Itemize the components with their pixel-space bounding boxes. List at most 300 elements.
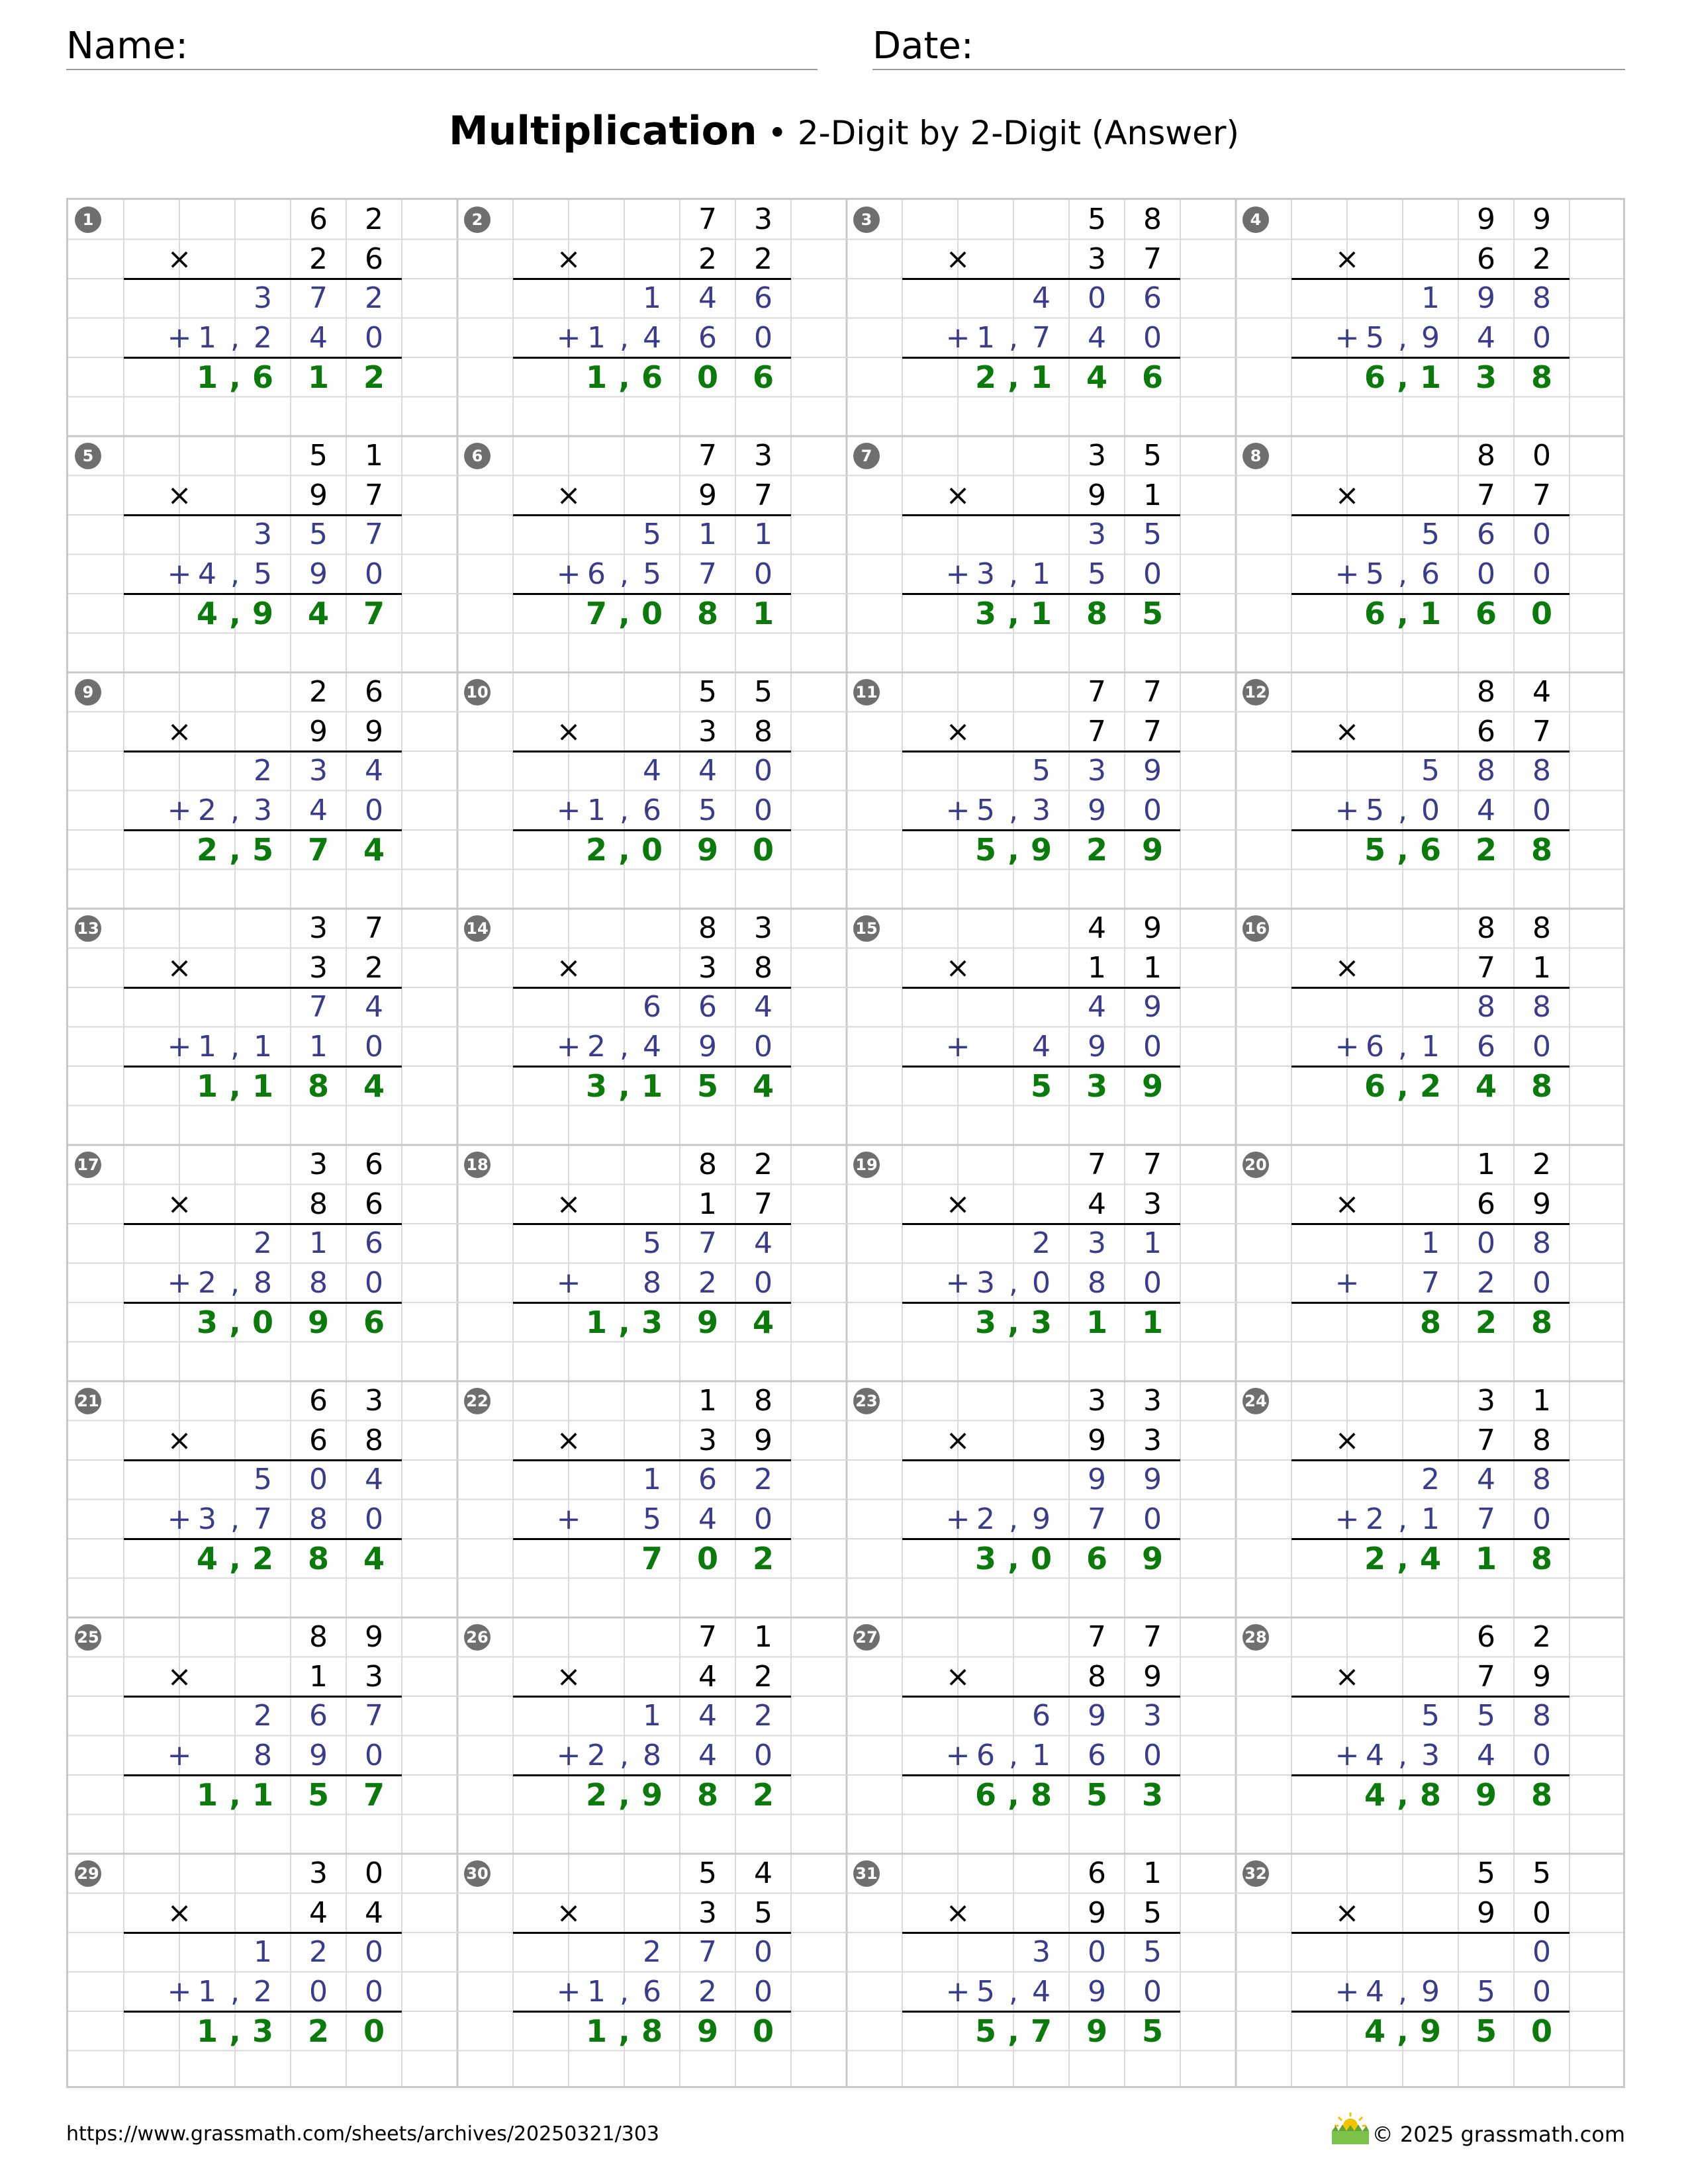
times-sign: × <box>945 1187 970 1221</box>
multiplier-digit: 4 <box>698 1659 717 1694</box>
plus-sign: + <box>556 557 581 591</box>
problem-24 <box>1236 1381 1625 1617</box>
title-main: Multiplication <box>449 108 757 154</box>
partial-product-2-digit: 0 <box>1477 557 1495 591</box>
partial-product-1-digit: 5 <box>1421 1699 1440 1733</box>
partial-product-2-comma: , <box>620 1029 629 1064</box>
times-sign: × <box>1335 242 1360 276</box>
answer-digit: 6 <box>1141 359 1163 395</box>
answer-digit: 2 <box>1475 832 1497 868</box>
partial-product-2-digit: 0 <box>754 320 773 355</box>
partial-product-1-digit: 5 <box>1421 754 1440 788</box>
answer-digit: 1 <box>252 1777 273 1813</box>
answer-digit: 8 <box>1530 1304 1552 1340</box>
sum-rule <box>902 2011 1180 2013</box>
sum-rule <box>1291 1774 1570 1776</box>
product-rule <box>124 278 402 280</box>
partial-product-2-digit: 7 <box>698 557 717 591</box>
partial-product-2-digit: 6 <box>587 557 606 591</box>
multiplicand-digit: 4 <box>1532 675 1551 709</box>
partial-product-1-digit: 2 <box>254 754 272 788</box>
partial-product-2-comma: , <box>230 320 240 355</box>
product-rule <box>513 1932 791 1934</box>
multiplicand-digit: 0 <box>365 1856 383 1890</box>
partial-product-2-digit: 2 <box>1366 1502 1384 1536</box>
problem-28 <box>1236 1617 1625 1854</box>
answer-digit: 6 <box>974 1777 996 1813</box>
answer-digit: 6 <box>752 359 774 395</box>
product-rule <box>902 514 1180 516</box>
product-rule <box>902 1932 1180 1934</box>
answer-digit: 7 <box>641 1541 663 1576</box>
multiplicand-digit: 1 <box>754 1620 773 1654</box>
product-rule <box>513 278 791 280</box>
partial-product-2-comma: , <box>230 1974 240 2009</box>
plus-sign: + <box>167 1974 192 2009</box>
answer-digit: 1 <box>1141 1304 1163 1340</box>
partial-product-2-digit: 3 <box>976 1265 995 1300</box>
partial-product-1-digit: 2 <box>254 1699 272 1733</box>
partial-product-2-digit: 2 <box>587 1029 606 1064</box>
multiplier-digit: 3 <box>1143 1423 1162 1457</box>
partial-product-2-comma: , <box>1398 1738 1407 1772</box>
product-rule <box>513 514 791 516</box>
multiplier-digit: 9 <box>1143 1659 1162 1694</box>
answer-digit: 2 <box>196 832 218 868</box>
partial-product-1-digit: 3 <box>309 754 328 788</box>
multiplier-digit: 1 <box>1088 950 1106 985</box>
date-label: Date: <box>872 24 974 68</box>
problem-number-badge: 31 <box>853 1860 880 1887</box>
times-sign: × <box>167 1187 192 1221</box>
partial-product-2-comma: , <box>1009 320 1018 355</box>
answer-digit: 2 <box>752 1541 774 1576</box>
partial-product-1-digit: 4 <box>754 990 773 1024</box>
answer-digit: 5 <box>1141 2013 1163 2049</box>
multiplier-digit: 1 <box>1143 950 1162 985</box>
partial-product-2-digit: 5 <box>976 793 995 827</box>
plus-sign: + <box>945 793 970 827</box>
partial-product-2-digit: 0 <box>1143 320 1162 355</box>
sum-rule <box>124 593 402 595</box>
multiplier-digit: 0 <box>1532 1895 1551 1930</box>
problem-13 <box>68 909 457 1145</box>
answer-digit: 1 <box>252 1068 273 1104</box>
answer-comma: , <box>618 1304 630 1340</box>
sum-rule <box>513 1066 791 1068</box>
answer-digit: 3 <box>974 596 996 631</box>
answer-digit: 5 <box>1086 1777 1107 1813</box>
answer-digit: 1 <box>196 359 218 395</box>
answer-digit: 2 <box>1475 1304 1497 1340</box>
name-field[interactable] <box>66 24 818 70</box>
product-rule <box>902 987 1180 989</box>
multiplicand-digit: 3 <box>365 1384 383 1418</box>
multiplier-digit: 9 <box>365 714 383 749</box>
partial-product-2-digit: 1 <box>198 1029 216 1064</box>
multiplier-digit: 9 <box>698 478 717 512</box>
answer-digit: 4 <box>307 596 329 631</box>
plus-sign: + <box>556 1029 581 1064</box>
partial-product-2-digit: 4 <box>1366 1974 1384 2009</box>
partial-product-1-digit: 8 <box>1477 990 1495 1024</box>
partial-product-2-digit: 1 <box>1032 1738 1051 1772</box>
partial-product-2-digit: 9 <box>1088 793 1106 827</box>
partial-product-1-digit: 6 <box>698 990 717 1024</box>
partial-product-1-digit: 0 <box>1088 281 1106 315</box>
partial-product-2-digit: 6 <box>1366 1029 1384 1064</box>
plus-sign: + <box>1335 320 1360 355</box>
answer-digit: 0 <box>752 832 774 868</box>
times-sign: × <box>945 1659 970 1694</box>
answer-digit: 8 <box>1419 1304 1441 1340</box>
partial-product-1-digit: 3 <box>254 281 272 315</box>
multiplier-digit: 3 <box>698 950 717 985</box>
partial-product-2-digit: 8 <box>1088 1265 1106 1300</box>
partial-product-1-digit: 8 <box>1532 1463 1551 1496</box>
multiplicand-digit: 7 <box>365 911 383 945</box>
partial-product-2-digit: 9 <box>309 557 328 591</box>
partial-product-2-digit: 6 <box>1421 557 1440 591</box>
times-sign: × <box>556 478 581 512</box>
sum-rule <box>1291 1302 1570 1304</box>
sum-rule <box>513 1538 791 1540</box>
partial-product-2-digit: 2 <box>698 1974 717 2009</box>
multiplier-digit: 8 <box>1532 1423 1551 1457</box>
multiplicand-digit: 2 <box>754 1148 773 1181</box>
answer-digit: 9 <box>1141 1068 1163 1104</box>
problem-number-badge: 14 <box>464 915 491 942</box>
sum-rule <box>1291 1066 1570 1068</box>
answer-digit: 2 <box>752 1777 774 1813</box>
answer-digit: 4 <box>1475 1068 1497 1104</box>
times-sign: × <box>167 1895 192 1930</box>
answer-digit: 2 <box>252 1541 273 1576</box>
problem-number-badge: 4 <box>1243 206 1269 233</box>
problem-number-badge: 28 <box>1243 1624 1269 1651</box>
answer-digit: 9 <box>696 832 718 868</box>
multiplier-digit: 2 <box>754 242 773 276</box>
partial-product-1-digit: 6 <box>309 1699 328 1733</box>
sum-rule <box>902 1538 1180 1540</box>
partial-product-1-digit: 4 <box>365 1463 383 1496</box>
multiplier-digit: 7 <box>1477 478 1495 512</box>
multiplicand-digit: 8 <box>1532 911 1551 945</box>
partial-product-1-digit: 2 <box>1032 1226 1051 1260</box>
problem-16 <box>1236 909 1625 1145</box>
partial-product-1-digit: 8 <box>1532 281 1551 315</box>
answer-comma: , <box>1397 2013 1409 2049</box>
partial-product-1-digit: 5 <box>1421 518 1440 551</box>
answer-digit: 8 <box>307 1068 329 1104</box>
title-subtitle: • 2-Digit by 2-Digit (Answer) <box>757 114 1239 152</box>
partial-product-1-digit: 1 <box>643 1463 661 1496</box>
times-sign: × <box>556 1659 581 1694</box>
multiplier-digit: 8 <box>754 950 773 985</box>
answer-digit: 8 <box>1530 1541 1552 1576</box>
partial-product-2-digit: 4 <box>643 320 661 355</box>
times-sign: × <box>945 950 970 985</box>
multiplicand-digit: 6 <box>309 1384 328 1418</box>
plus-sign: + <box>1335 1265 1360 1300</box>
problem-7 <box>847 436 1236 672</box>
partial-product-1-digit: 1 <box>698 518 717 551</box>
partial-product-1-digit: 5 <box>643 1226 661 1260</box>
partial-product-2-digit: 2 <box>587 1738 606 1772</box>
partial-product-2-digit: 1 <box>198 1974 216 2009</box>
problem-6 <box>457 436 847 672</box>
partial-product-2-digit: 8 <box>309 1502 328 1536</box>
multiplicand-digit: 3 <box>309 1856 328 1890</box>
sum-rule <box>124 829 402 831</box>
answer-digit: 3 <box>1030 1304 1052 1340</box>
answer-digit: 1 <box>196 1777 218 1813</box>
partial-product-2-digit: 7 <box>1421 1265 1440 1300</box>
problem-2 <box>457 200 847 436</box>
answer-digit: 2 <box>974 359 996 395</box>
answer-comma: , <box>1397 359 1409 395</box>
partial-product-1-digit: 2 <box>365 281 383 315</box>
partial-product-1-digit: 8 <box>1532 1226 1551 1260</box>
answer-digit: 6 <box>1364 596 1385 631</box>
partial-product-2-digit: 1 <box>254 1029 272 1064</box>
partial-product-2-digit: 0 <box>1532 1974 1551 2009</box>
times-sign: × <box>556 950 581 985</box>
partial-product-1-digit: 2 <box>643 1935 661 1969</box>
product-rule <box>1291 1696 1570 1698</box>
partial-product-1-digit: 0 <box>754 1935 773 1969</box>
answer-digit: 7 <box>363 596 385 631</box>
sum-rule <box>513 1302 791 1304</box>
answer-digit: 5 <box>307 1777 329 1813</box>
partial-product-1-digit: 8 <box>1477 754 1495 788</box>
partial-product-1-digit: 8 <box>1532 990 1551 1024</box>
date-field[interactable] <box>872 24 1625 70</box>
partial-product-1-digit: 8 <box>1532 754 1551 788</box>
partial-product-1-digit: 3 <box>1143 1699 1162 1733</box>
answer-digit: 2 <box>363 359 385 395</box>
multiplier-digit: 9 <box>309 714 328 749</box>
partial-product-1-digit: 9 <box>1143 754 1162 788</box>
partial-product-1-digit: 3 <box>1088 754 1106 788</box>
multiplicand-digit: 1 <box>365 439 383 473</box>
partial-product-2-digit: 6 <box>643 1974 661 2009</box>
partial-product-2-digit: 0 <box>1143 1029 1162 1064</box>
partial-product-2-digit: 6 <box>1477 1029 1495 1064</box>
multiplier-digit: 1 <box>1532 950 1551 985</box>
answer-digit: 3 <box>1086 1068 1107 1104</box>
multiplier-digit: 8 <box>754 714 773 749</box>
answer-comma: , <box>1008 1541 1019 1576</box>
answer-comma: , <box>618 832 630 868</box>
partial-product-2-comma: , <box>230 557 240 591</box>
answer-digit: 6 <box>363 1304 385 1340</box>
problem-number-badge: 27 <box>853 1624 880 1651</box>
answer-digit: 6 <box>252 359 273 395</box>
multiplicand-digit: 7 <box>1088 1620 1106 1654</box>
times-sign: × <box>1335 950 1360 985</box>
answer-comma: , <box>618 2013 630 2049</box>
multiplicand-digit: 7 <box>1143 675 1162 709</box>
partial-product-1-digit: 1 <box>1143 1226 1162 1260</box>
partial-product-2-digit: 0 <box>1143 1265 1162 1300</box>
problem-number-badge: 7 <box>853 443 880 469</box>
answer-digit: 3 <box>974 1304 996 1340</box>
answer-comma: , <box>618 1068 630 1104</box>
answer-digit: 9 <box>1419 2013 1441 2049</box>
answer-digit: 6 <box>1364 359 1385 395</box>
sum-rule <box>902 1066 1180 1068</box>
answer-digit: 8 <box>1530 1777 1552 1813</box>
multiplicand-digit: 7 <box>698 1620 717 1654</box>
plus-sign: + <box>1335 1502 1360 1536</box>
multiplicand-digit: 3 <box>309 911 328 945</box>
answer-comma: , <box>229 832 241 868</box>
partial-product-1-digit: 4 <box>1477 1463 1495 1496</box>
answer-digit: 9 <box>696 1304 718 1340</box>
answer-comma: , <box>1008 832 1019 868</box>
multiplicand-digit: 5 <box>698 675 717 709</box>
problem-number-badge: 26 <box>464 1624 491 1651</box>
partial-product-2-digit: 0 <box>1143 557 1162 591</box>
multiplier-digit: 9 <box>1088 478 1106 512</box>
times-sign: × <box>556 1187 581 1221</box>
answer-digit: 8 <box>641 2013 663 2049</box>
footer-copyright: © 2025 grassmath.com <box>1372 2122 1625 2147</box>
partial-product-1-digit: 3 <box>1088 1226 1106 1260</box>
problem-number-badge: 6 <box>464 443 491 469</box>
answer-digit: 9 <box>1141 1541 1163 1576</box>
multiplier-digit: 4 <box>365 1895 383 1930</box>
sum-rule <box>902 357 1180 359</box>
partial-product-2-digit: 5 <box>1366 793 1384 827</box>
partial-product-1-digit: 9 <box>1477 281 1495 315</box>
times-sign: × <box>945 1423 970 1457</box>
multiplicand-digit: 9 <box>1143 911 1162 945</box>
partial-product-2-digit: 6 <box>1088 1738 1106 1772</box>
answer-digit: 5 <box>974 2013 996 2049</box>
problem-23 <box>847 1381 1236 1617</box>
answer-comma: , <box>1397 832 1409 868</box>
partial-product-2-digit: 0 <box>1532 1265 1551 1300</box>
partial-product-2-comma: , <box>620 320 629 355</box>
partial-product-2-comma: , <box>620 793 629 827</box>
partial-product-1-digit: 3 <box>254 518 272 551</box>
partial-product-2-digit: 0 <box>1532 1738 1551 1772</box>
sum-rule <box>124 357 402 359</box>
sum-rule <box>513 357 791 359</box>
partial-product-2-digit: 5 <box>976 1974 995 2009</box>
problem-4 <box>1236 200 1625 436</box>
answer-digit: 1 <box>1475 1541 1497 1576</box>
product-rule <box>1291 751 1570 752</box>
footer-url[interactable]: https://www.grassmath.com/sheets/archives/20250321/303 <box>66 2122 660 2146</box>
answer-digit: 4 <box>1364 1777 1385 1813</box>
partial-product-1-digit: 5 <box>254 1463 272 1496</box>
product-rule <box>1291 1459 1570 1461</box>
partial-product-2-digit: 4 <box>643 1029 661 1064</box>
worksheet-title <box>0 99 1688 163</box>
partial-product-2-comma: , <box>1398 1029 1407 1064</box>
problem-number-badge: 16 <box>1243 915 1269 942</box>
answer-digit: 1 <box>585 2013 607 2049</box>
multiplier-digit: 7 <box>1477 1423 1495 1457</box>
multiplier-digit: 1 <box>309 1659 328 1694</box>
multiplier-digit: 9 <box>1477 1895 1495 1930</box>
partial-product-2-digit: 4 <box>1477 793 1495 827</box>
problem-12 <box>1236 672 1625 909</box>
answer-digit: 6 <box>1364 1068 1385 1104</box>
problem-number-badge: 30 <box>464 1860 491 1887</box>
answer-digit: 0 <box>752 2013 774 2049</box>
partial-product-1-digit: 7 <box>365 518 383 551</box>
multiplier-digit: 6 <box>1477 1187 1495 1221</box>
partial-product-2-comma: , <box>1398 557 1407 591</box>
multiplicand-digit: 6 <box>365 675 383 709</box>
partial-product-2-digit: 4 <box>1366 1738 1384 1772</box>
product-rule <box>1291 278 1570 280</box>
answer-digit: 6 <box>1419 832 1441 868</box>
partial-product-1-digit: 0 <box>309 1463 328 1496</box>
problem-number-badge: 21 <box>75 1388 101 1414</box>
answer-digit: 4 <box>363 1068 385 1104</box>
product-rule <box>513 751 791 752</box>
partial-product-2-digit: 4 <box>309 793 328 827</box>
plus-sign: + <box>167 557 192 591</box>
partial-product-2-digit: 9 <box>1032 1502 1051 1536</box>
partial-product-1-digit: 7 <box>309 281 328 315</box>
multiplicand-digit: 8 <box>698 1148 717 1181</box>
multiplicand-digit: 1 <box>1143 1856 1162 1890</box>
partial-product-2-digit: 0 <box>754 1029 773 1064</box>
answer-digit: 9 <box>696 2013 718 2049</box>
answer-digit: 2 <box>1086 832 1107 868</box>
answer-digit: 3 <box>974 1541 996 1576</box>
product-rule <box>513 1459 791 1461</box>
answer-digit: 7 <box>1030 2013 1052 2049</box>
multiplier-digit: 3 <box>309 950 328 985</box>
times-sign: × <box>1335 1187 1360 1221</box>
problem-19 <box>847 1145 1236 1381</box>
partial-product-1-digit: 1 <box>1421 1226 1440 1260</box>
partial-product-1-digit: 1 <box>643 281 661 315</box>
partial-product-2-comma: , <box>1009 557 1018 591</box>
answer-digit: 1 <box>585 1304 607 1340</box>
answer-digit: 3 <box>585 1068 607 1104</box>
plus-sign: + <box>167 1738 192 1772</box>
partial-product-2-digit: 5 <box>1366 320 1384 355</box>
partial-product-2-digit: 5 <box>1366 557 1384 591</box>
problem-number-badge: 29 <box>75 1860 101 1887</box>
problem-26 <box>457 1617 847 1854</box>
partial-product-1-digit: 7 <box>309 990 328 1024</box>
plus-sign: + <box>945 1265 970 1300</box>
partial-product-1-digit: 1 <box>643 1699 661 1733</box>
multiplicand-digit: 7 <box>1088 675 1106 709</box>
problem-number-badge: 32 <box>1243 1860 1269 1887</box>
multiplicand-digit: 7 <box>698 203 717 236</box>
multiplier-digit: 4 <box>1088 1187 1106 1221</box>
multiplicand-digit: 3 <box>1143 1384 1162 1418</box>
plus-sign: + <box>556 320 581 355</box>
answer-digit: 3 <box>252 2013 273 2049</box>
multiplier-digit: 1 <box>1143 478 1162 512</box>
partial-product-2-digit: 2 <box>254 1974 272 2009</box>
partial-product-1-digit: 0 <box>1532 518 1551 551</box>
plus-sign: + <box>1335 1029 1360 1064</box>
product-rule <box>124 1932 402 1934</box>
plus-sign: + <box>556 1502 581 1536</box>
